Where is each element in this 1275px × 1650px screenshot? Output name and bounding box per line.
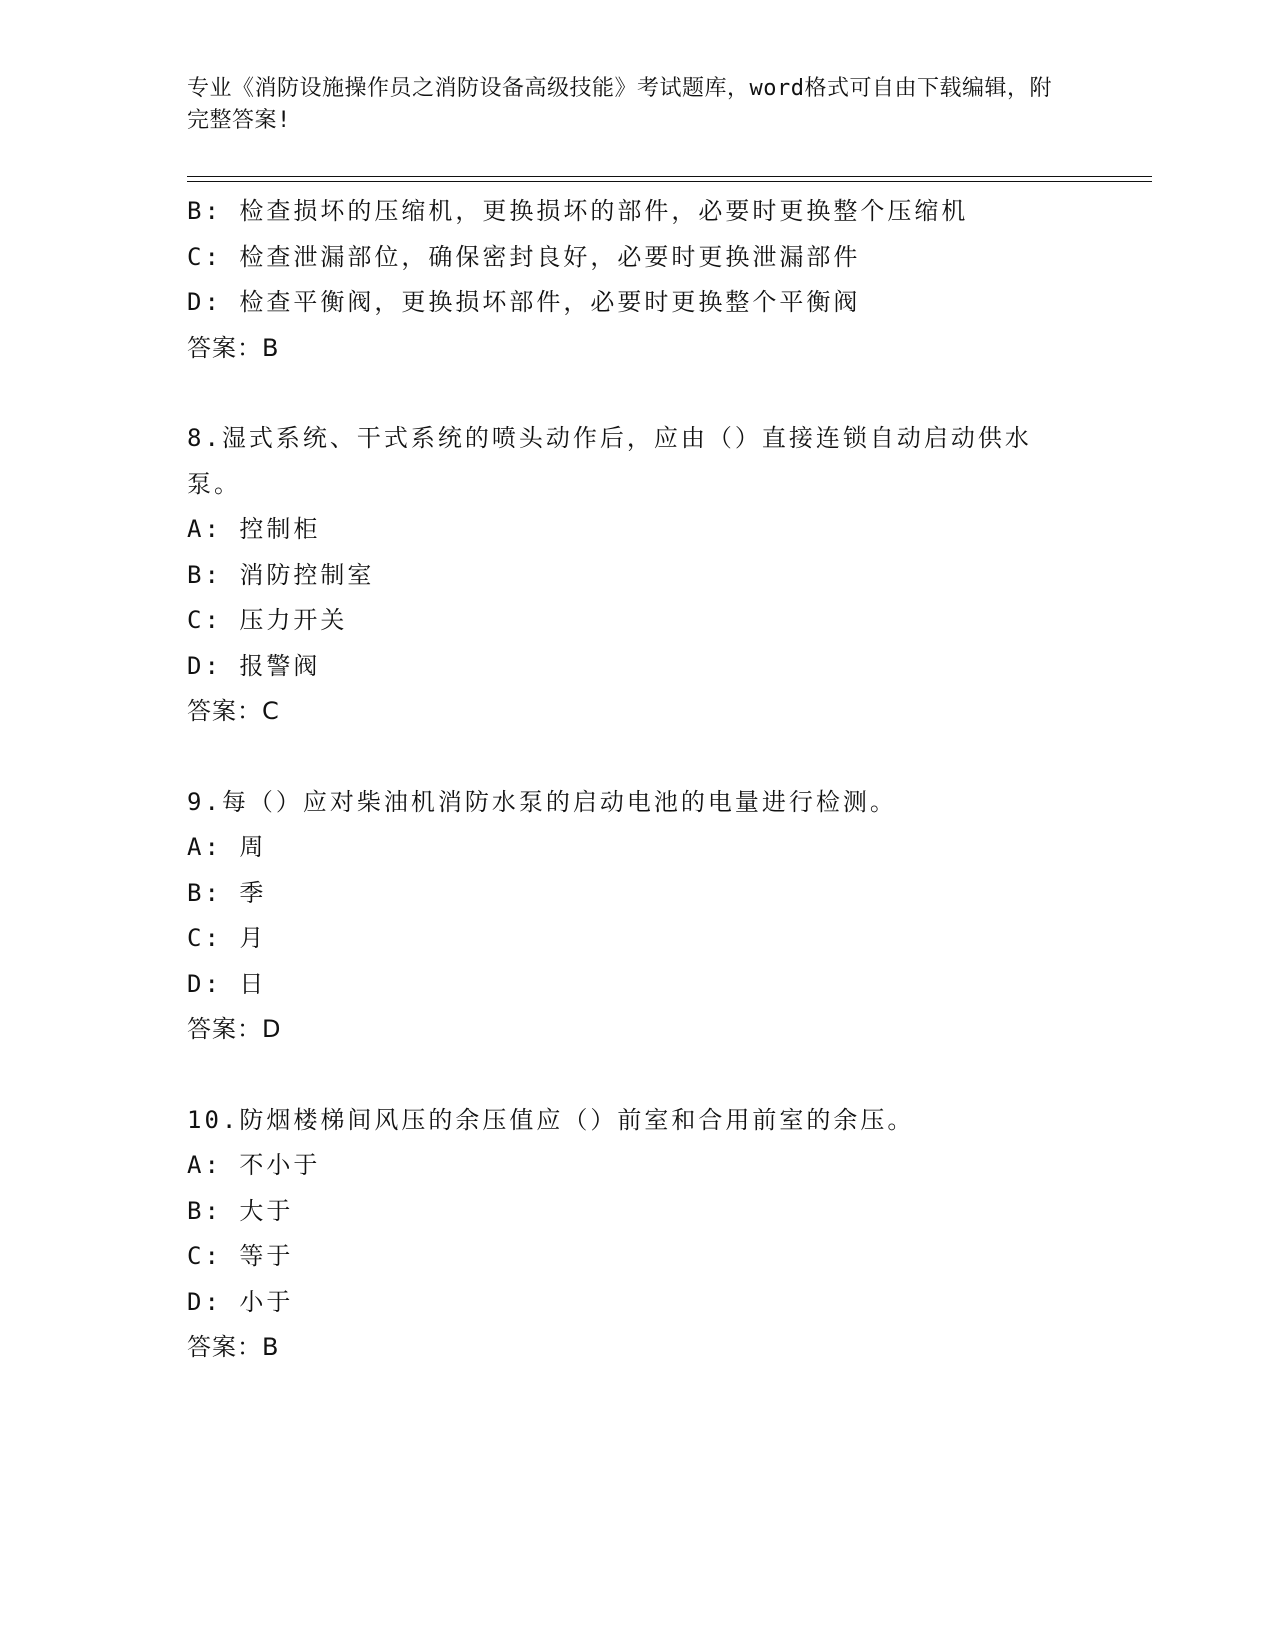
question-stem: 9.每（）应对柴油机消防水泵的启动电池的电量进行检测。 <box>187 787 897 816</box>
answer-line: 答案：B <box>187 333 280 362</box>
option-d: D: 日 <box>187 969 267 998</box>
option-b: B: 消防控制室 <box>187 560 375 589</box>
question-spacer <box>187 735 1087 780</box>
question-stem: 10.防烟楼梯间风压的余压值应（）前室和合用前室的余压。 <box>187 1105 915 1134</box>
option-b: B: 检查损坏的压缩机，更换损坏的部件，必要时更换整个压缩机 <box>187 197 969 225</box>
question-8-block <box>187 416 1087 735</box>
question-spacer <box>187 1053 1087 1098</box>
answer-line: 答案：D <box>187 1015 282 1043</box>
option-a: A: 周 <box>187 833 267 861</box>
question-stem: 8.湿式系统、干式系统的喷头动作后，应由（）直接连锁自动启动供水泵。 <box>187 424 1032 498</box>
option-b: B: 季 <box>187 878 267 907</box>
option-c: C: 等于 <box>187 1242 294 1270</box>
option-d: D: 报警阀 <box>187 651 321 680</box>
answer-line: 答案：B <box>187 1333 280 1361</box>
header-divider-bottom <box>187 181 1152 182</box>
option-a: A: 控制柜 <box>187 515 321 543</box>
option-c: C: 检查泄漏部位，确保密封良好，必要时更换泄漏部件 <box>187 242 861 271</box>
option-c: C: 月 <box>187 924 267 952</box>
option-a: A: 不小于 <box>187 1151 321 1179</box>
question-10-block <box>187 1098 1087 1371</box>
question-9-block <box>187 780 1087 1053</box>
document-header: 专业《消防设施操作员之消防设备高级技能》考试题库，word格式可自由下载编辑，附完整答案! <box>187 76 1052 133</box>
option-c: C: 压力开关 <box>187 606 348 634</box>
option-d: D: 检查平衡阀，更换损坏部件，必要时更换整个平衡阀 <box>187 288 861 316</box>
question-spacer <box>187 371 1087 416</box>
option-d: D: 小于 <box>187 1287 294 1316</box>
question-content <box>187 189 1087 1371</box>
option-b: B: 大于 <box>187 1196 294 1225</box>
partial-question-block <box>187 189 1087 371</box>
answer-line: 答案：C <box>187 697 280 725</box>
header-divider-top <box>187 176 1152 177</box>
